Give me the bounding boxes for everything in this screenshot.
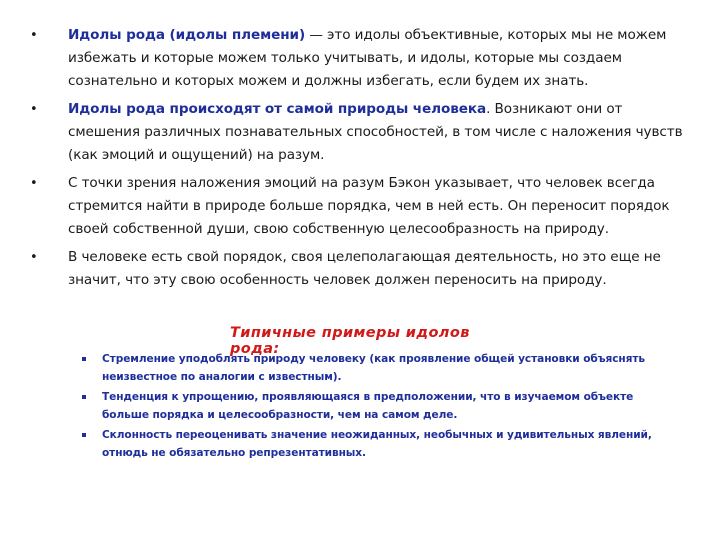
bullet-lead: Идолы рода происходят от самой природы человека	[68, 101, 487, 117]
example-text: Склонность переоценивать значение неожиданных, необычных и удивительных явлений, отнюдь не обязательно репрезентативных.	[102, 429, 652, 459]
square-bullet-icon	[82, 357, 86, 361]
example-item	[82, 350, 682, 386]
bullet-item	[30, 172, 690, 241]
bullet-marker: •	[30, 176, 38, 191]
square-bullet-icon	[82, 395, 86, 399]
bullet-marker: •	[30, 28, 38, 43]
bullet-marker: •	[30, 102, 38, 117]
bullet-item	[30, 24, 690, 93]
bullet-item	[30, 98, 690, 167]
example-text: Стремление уподоблять природу человеку (как проявление общей установки объяснять неизвестное по аналогии с известным).	[102, 353, 645, 383]
examples-subtitle: Типичные примеры идолов рода:	[230, 325, 470, 357]
bullet-lead: Идолы рода (идолы племени)	[68, 27, 306, 43]
square-bullet-icon	[82, 433, 86, 437]
example-text: Тенденция к упрощению, проявляющаяся в предположении, что в изучаемом объекте больше порядка и целесообразности, чем на самом деле.	[102, 391, 634, 421]
bullet-text: — это идолы объективные, которых мы не можем избежать и которые можем только учитывать, и идолы, которые мы создаем сознательно и которых можем и должны избегать, если будем их знать.	[68, 27, 667, 89]
bullet-text: . Возникают они от смешения различных познавательных способностей, в том числе с наложения чувств (как эмоций и ощущений) на разум.	[68, 101, 683, 163]
bullet-marker: •	[30, 250, 38, 265]
bullet-text: С точки зрения наложения эмоций на разум Бэкон указывает, что человек всегда стремится найти в природе больше порядка, чем в ней есть. Он переносит порядок своей собственной души, свою собственную целесообразность на природу.	[68, 175, 670, 237]
bullet-item	[30, 246, 690, 292]
bullet-text: В человеке есть свой порядок, своя целеполагающая деятельность, но это еще не значит, что эту свою особенность человек должен переносить на природу.	[68, 249, 661, 288]
example-item	[82, 388, 682, 424]
main-bullet-list	[30, 24, 690, 297]
example-item	[82, 426, 682, 462]
examples-list	[82, 350, 682, 464]
